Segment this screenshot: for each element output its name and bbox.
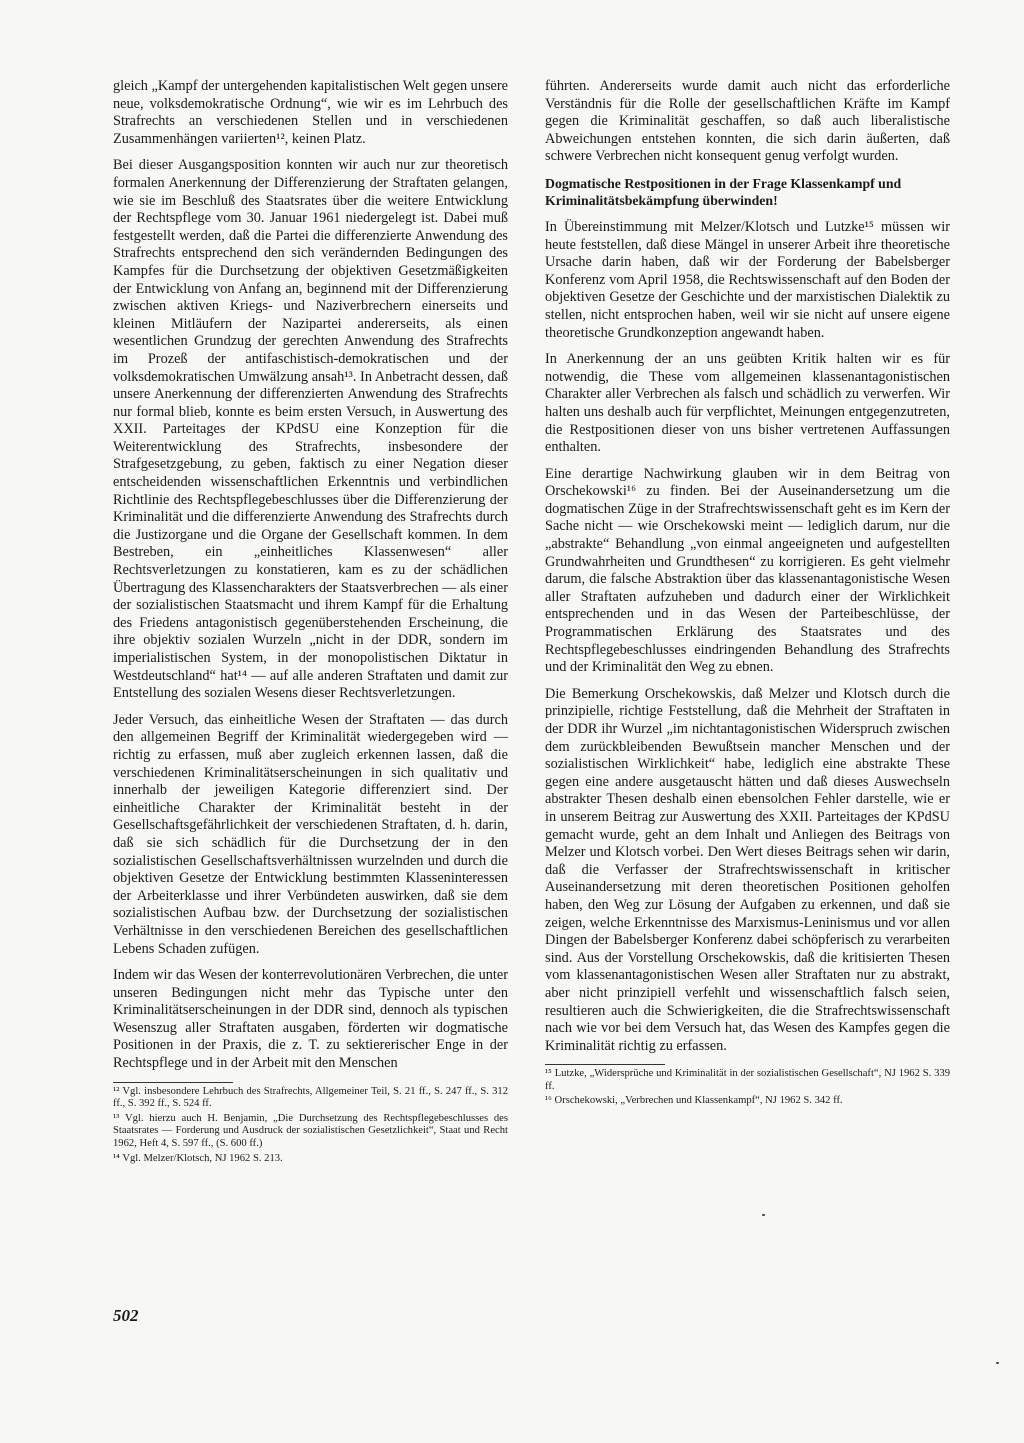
paragraph: Jeder Versuch, das einheitliche Wesen der Straftaten — das durch den allgemeinen Begriff der Kriminalität wiedergegeben wird — richtig zu erfassen, muß aber zugleich erkennen lassen, daß die verschiedenen Kriminalitätserscheinungen in sich qualitativ und innerhalb der jeweiligen Kategorie differenziert sind. Der einheitliche Charakter der Kriminalität besteht in der Gesellschaftsgefährlichkeit der verschiedenen Straftaten, d. h. darin, daß sie sich schädlich für die Durchsetzung der in den sozialistischen Gesellschaftsverhältnissen wurzelnden und durch die objektiven Gesetze der Entwicklung bestimmten Klasseninteressen der Arbeiterklasse und ihrer Verbündeten auswirken, daß sie dem sozialistischen Aufbau bzw. der Durchsetzung der sozialistischen Verhältnisse in den verschiedenen Bereichen des gesellschaftlichen Lebens Schaden zufügen. [113, 711, 508, 957]
footnote-divider [113, 1082, 233, 1083]
paragraph: Die Bemerkung Orschekowskis, daß Melzer und Klotsch durch die prinzipielle, richtige Feststellung, daß die Mehrheit der Straftaten in der DDR ihr Wurzel „im nichtantagonistischen Widerspruch zwischen dem zurückbleibenden Bewußtsein mancher Menschen und der sozialistischen Wirklichkeit“ habe, lediglich eine abstrakte These gegen eine andere ausgetauscht hätten und daß dieses Auswechseln abstrakter Thesen deshalb einen ebensolchen Fehler darstelle, wie er in unserem Beitrag zur Auswertung des XXII. Parteitages der KPdSU gemacht wurde, geht an dem Inhalt und Anliegen des Beitrags von Melzer und Klotsch vorbei. Den Wert dieses Beitrags sehen wir darin, daß die Verfasser der Strafrechtswissenschaft in kritischer Auseinandersetzung mit deren theoretischen Positionen geholfen haben, den Weg zur Lösung der Aufgaben zu erkennen, und daß sie zeigen, welche Erkenntnisse des Marxismus-Leninismus und vor allen Dingen der Babelsberger Konferenz dabei schöpferisch zu verarbeiten sind. Aus der Vorstellung Orschekowskis, daß die kritisierten Thesen vom klassenantagonistischen Wesen aller Straftaten nur zu abstrakt, aber nicht prinzipiell verfehlt und wissenschaftlich falsch seien, resultieren auch die Schwierigkeiten, die die Strafrechtswissenschaft nach wie vor bei dem Versuch hat, das Wesen des Kampfes gegen die Kriminalität richtig zu erfassen. [545, 685, 950, 1054]
section-heading: Dogmatische Restpositionen in der Frage Klassenkampf und Kriminalitätsbekämpfung überwinden! [545, 175, 902, 208]
paragraph: Eine derartige Nachwirkung glauben wir in dem Beitrag von Orschekowski¹⁶ zu finden. Bei der Auseinandersetzung um die dogmatischen Züge in der Strafrechtswissenschaft geht es im Kern der Sache nicht — wie Orschekowski meint — lediglich darum, nur die „abstrakte“ Behandlung „von einmal angeeigneten und aufgestellten Grundwahrheiten und Grundthesen“ zu korrigieren. Es geht vielmehr darum, die falsche Abstraktion über das klassenantagonistische Wesen aller Straftaten aufzuheben und dadurch einer der Wirklichkeit entsprechenden und in das Wesen der Parteibeschlüsse, der Programmatischen Erklärung des Staatsrates und des Rechtspflegebeschlusses eindringenden Behandlung des Strafrechts und der Kriminalität den Weg zu ebnen. [545, 465, 950, 676]
print-speck [762, 1214, 765, 1216]
left-column [113, 78, 508, 1167]
page-number: 502 [113, 1306, 139, 1325]
footnote-16: ¹⁶ Orschekowski, „Verbrechen und Klassenkampf“, NJ 1962 S. 342 ff. [545, 1095, 843, 1107]
paragraph: führten. Andererseits wurde damit auch nicht das erforderliche Verständnis für die Rolle der gesellschaftlichen Kräfte im Kampf gegen die Kriminalität geschaffen, so daß auch liberalistische Abweichungen entstehen konnten, die sich darin äußerten, daß schwere Verbrechen nicht konsequent genug verfolgt wurden. [545, 78, 950, 165]
footnote-14: ¹⁴ Vgl. Melzer/Klotsch, NJ 1962 S. 213. [113, 1152, 283, 1164]
paragraph: Bei dieser Ausgangsposition konnten wir auch nur zur theoretisch formalen Anerkennung der Differenzierung der Straftaten gelangen, wie sie im Beschluß des Staatsrates über die weitere Entwicklung der Rechtspflege vom 30. Januar 1961 niedergelegt ist. Dabei muß festgestellt werden, daß die Partei die differenzierte Anwendung des Strafrechts entsprechend den sich verändernden Bedingungen des Kampfes für die Durchsetzung der objektiven Gesetzmäßigkeiten der Entwicklung von Anfang an, beginnend mit der Differenzierung zwischen aktiven Kriegs- und Naziverbrechern einerseits und kleinen Mitläufern der Nazipartei andererseits, als einen wesentlichen Grundzug der gerechten Anwendung des Strafrechts im Prozeß der antifaschistisch-demokratischen und der volksdemokratischen Umwälzung ansah¹³. In Anbetracht dessen, daß unsere Anerkennung der differenzierten Anwendung des Strafrechts nur formal blieb, konnte es beim ersten Versuch, in Auswertung des XXII. Parteitages der KPdSU eine Konzeption für die Weiterentwicklung des Strafrechts, insbesondere der Strafgesetzgebung, zu geben, faktisch zu einer Negation dieser entscheidenden wissenschaftlichen Erkenntnis und verbindlichen Richtlinie des Rechtspflegebeschlusses über die Differenzierung der Kriminalität und die differenzierte Anwendung des Strafrechts durch die Justizorgane und die Organe der Gesellschaft kommen. In dem Bestreben, ein „einheitliches Klassenwesen“ aller Rechtsverletzungen zu konstatieren, kam es zu der schädlichen Übertragung des Klassencharakters der Staatsverbrechen — als einer der sozialistischen Staatsmacht und ihrem Kampf für die Erhaltung des Friedens antagonistisch gegenüberstehenden Erscheinung, die ihre objektiv sozialen Wurzeln „nicht in der DDR, sondern im imperialistischen System, in der monopolistischen Diktatur in Westdeutschland“ hat¹⁴ — auf alle anderen Straftaten und damit zur Entstellung des sozialen Wesens dieser Rechtsverletzungen. [113, 157, 508, 702]
footnote-15: ¹⁵ Lutzke, „Widersprüche und Kriminalität in der sozialistischen Gesellschaft“, NJ 1962 S. 339 ff. [545, 1068, 950, 1092]
paragraph: In Anerkennung der an uns geübten Kritik halten wir es für notwendig, die These vom allgemeinen klassenantagonistischen Charakter aller Verbrechen als falsch und schädlich zu verwerfen. Wir halten uns deshalb auch für verpflichtet, Meinungen entgegenzutreten, die Restpositionen dieser von uns bisher vertretenen Auffassungen enthalten. [545, 351, 950, 456]
print-speck [996, 1362, 999, 1364]
right-column [545, 78, 950, 1110]
paragraph: gleich „Kampf der untergehenden kapitalistischen Welt gegen unsere neue, volksdemokratische Ordnung“, wie wir es im Lehrbuch des Strafrechts an verschiedenen Stellen und in verschiedenen Zusammenhängen variierten¹², keinen Platz. [113, 78, 508, 147]
paragraph: In Übereinstimmung mit Melzer/Klotsch und Lutzke¹⁵ müssen wir heute feststellen, daß diese Mängel in unserer Arbeit ihre theoretische Ursache darin haben, daß wir der Forderung der Babelsberger Konferenz vom April 1958, die Rechtswissenschaft auf den Boden der objektiven Gesetze der Geschichte und der marxistischen Dialektik zu stellen, nicht entsprochen haben, weil wir sie nicht auf unsere eigene theoretische Grundkonzeption angewandt haben. [545, 218, 950, 341]
footnote-divider [545, 1064, 665, 1065]
footnote-12: ¹² Vgl. insbesondere Lehrbuch des Strafrechts, Allgemeiner Teil, S. 21 ff., S. 247 ff., S. 312 ff., S. 392 ff., S. 524 ff. [113, 1085, 508, 1110]
paragraph: Indem wir das Wesen der konterrevolutionären Verbrechen, die unter unseren Bedingungen nicht mehr das Typische unter den Kriminalitätserscheinungen in der DDR sind, dennoch als typischen Wesenszug aller Straftaten ausgaben, förderten wir dogmatische Positionen in der Praxis, die z. T. zu sektiererischer Enge in der Rechtspflege und in der Arbeit mit den Menschen [113, 967, 508, 1072]
footnote-13: ¹³ Vgl. hierzu auch H. Benjamin, „Die Durchsetzung des Rechtspflegebeschlusses des Staatsrates — Forderung und Ausdruck der sozialistischen Gesetzlichkeit“, Staat und Recht 1962, Heft 4, S. 597 ff., (S. 600 ff.) [113, 1112, 508, 1150]
